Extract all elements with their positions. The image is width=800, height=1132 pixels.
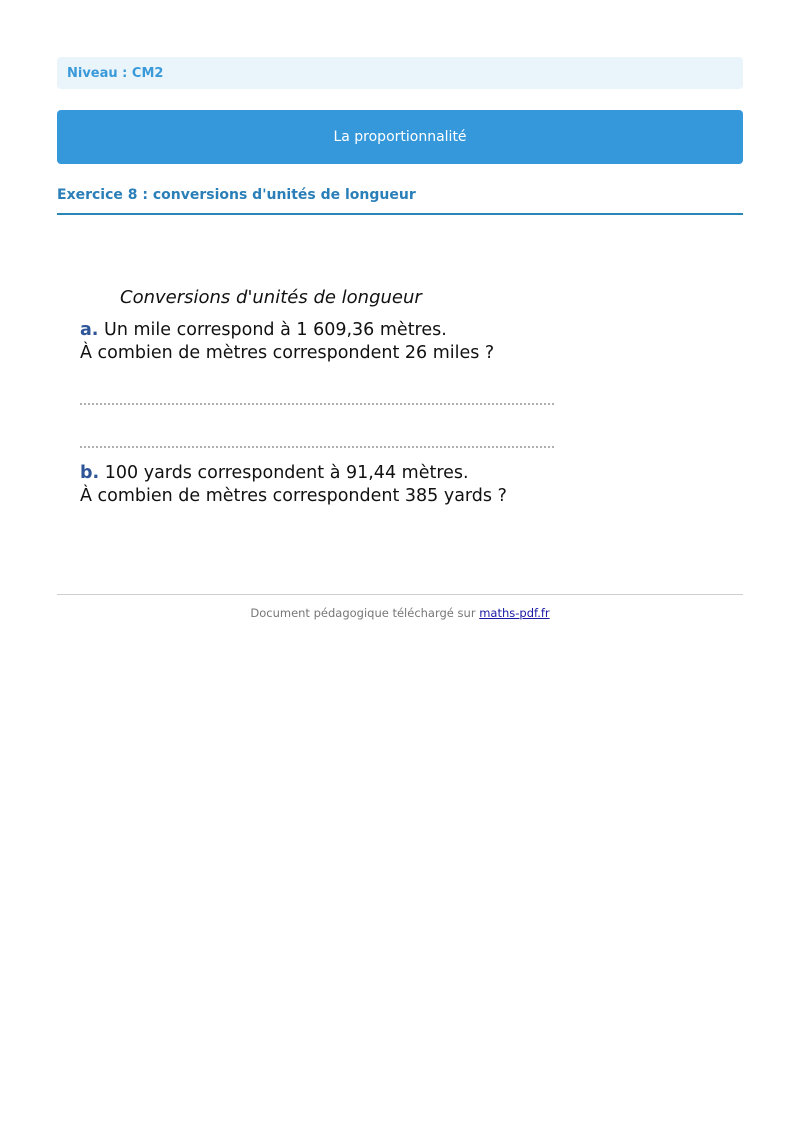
question-a-letter: a.: [80, 320, 99, 340]
question-a-line1: [80, 320, 447, 340]
exercise-heading: [57, 185, 743, 215]
title-banner: [57, 110, 743, 164]
question-b-line1: [80, 463, 469, 483]
answer-dotted-line-1: [80, 403, 554, 405]
level-label: Niveau : CM2: [67, 65, 164, 81]
exercise-heading-text: Exercice 8 : conversions d'unités de longueur: [57, 187, 416, 203]
footer: [0, 606, 800, 620]
banner-title: La proportionnalité: [333, 129, 467, 145]
question-a-statement: Un mile correspond à 1 609,36 mètres.: [104, 320, 447, 340]
question-b-statement: 100 yards correspondent à 91,44 mètres.: [104, 463, 469, 483]
question-a-line2: À combien de mètres correspondent 26 miles ?: [80, 343, 495, 363]
figure-title: Conversions d'unités de longueur: [120, 287, 422, 308]
question-b-letter: b.: [80, 463, 100, 483]
answer-dotted-line-2: [80, 446, 554, 448]
exercise-figure: [80, 282, 560, 512]
level-bar: [57, 57, 743, 89]
question-b-line2: À combien de mètres correspondent 385 yards ?: [80, 486, 507, 506]
footer-divider: [57, 594, 743, 595]
footer-text: Document pédagogique téléchargé sur: [250, 606, 476, 620]
footer-link[interactable]: maths-pdf.fr: [479, 606, 550, 620]
